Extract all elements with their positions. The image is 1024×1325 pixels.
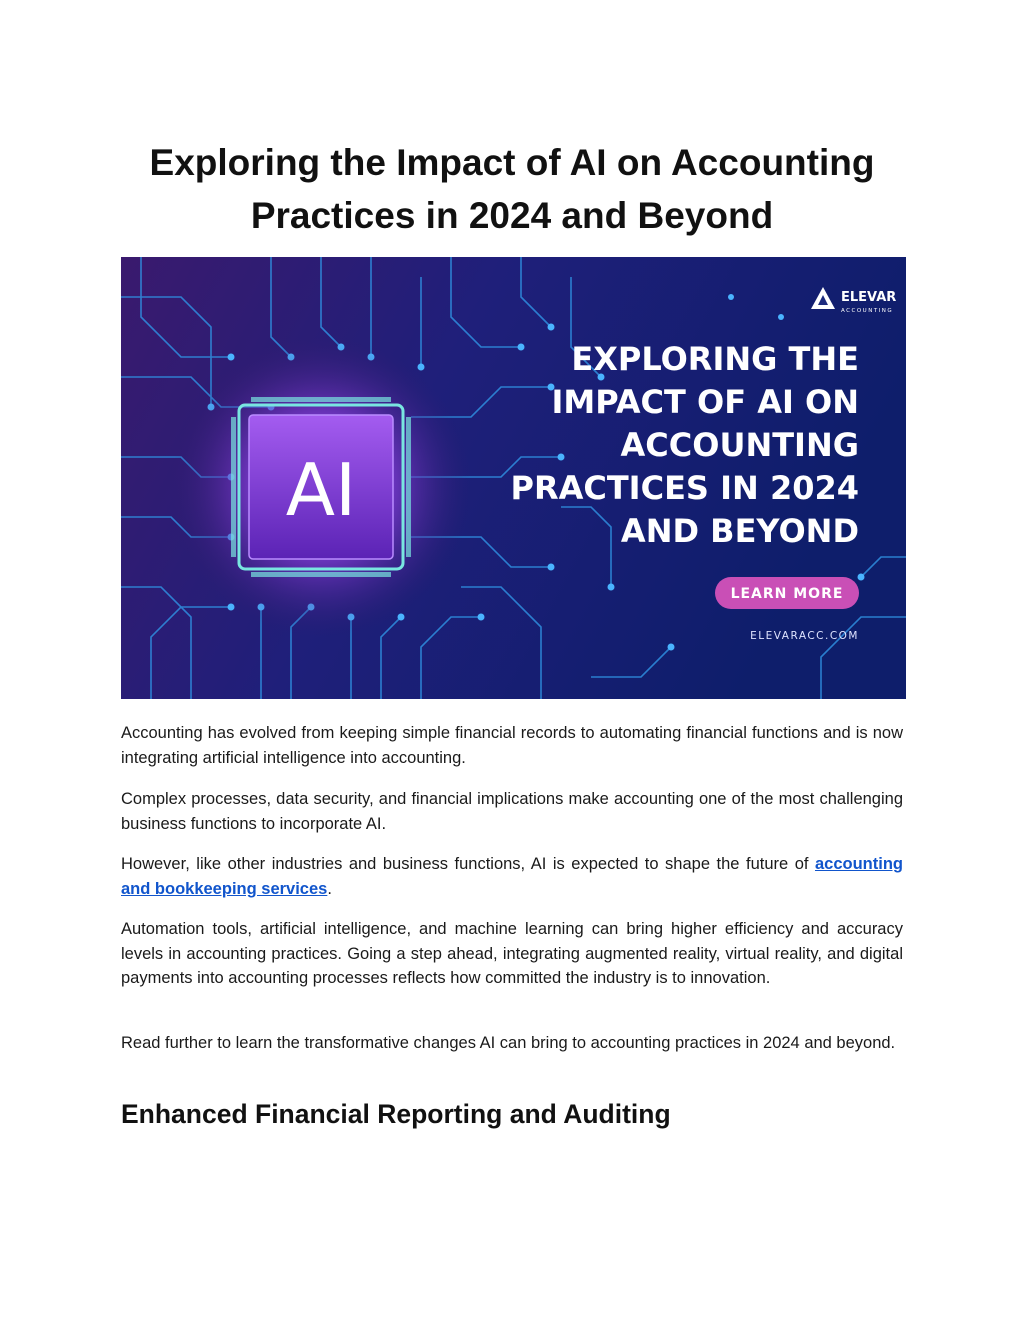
headline-line: PRACTICES IN 2024 [510, 469, 859, 507]
headline-line: AND BEYOND [620, 512, 859, 550]
logo-subtitle: ACCOUNTING [841, 308, 894, 314]
chip-label: AI [285, 448, 357, 532]
headline-line: IMPACT OF AI ON [551, 383, 859, 421]
section-heading: Enhanced Financial Reporting and Auditing [121, 1099, 671, 1129]
learn-more-button [715, 577, 859, 609]
paragraph-future-end: . [327, 879, 332, 898]
ai-chip-icon [231, 397, 411, 577]
paragraph-automation: Automation tools, artificial intelligence, and machine learning can bring higher efficiency and accuracy levels in accounting practices. Going a step ahead, integrating augmented reality, virtual reality, and digital payments into accounting processes reflects how committed the industry is to innovation. [121, 920, 903, 987]
headline-line: ACCOUNTING [620, 426, 859, 464]
accounting-services-link[interactable]: accounting and bookkeeping services [121, 855, 903, 898]
paragraph-future-text: However, like other industries and business functions, AI is expected to shape the future of [121, 855, 815, 873]
logo-brand: ELEVAR [841, 290, 897, 305]
hero-banner-image [121, 257, 906, 699]
learn-more-label: LEARN MORE [730, 586, 844, 602]
website-url: ELEVARACC.COM [750, 630, 859, 642]
paragraph-intro: Accounting has evolved from keeping simple financial records to automating financial functions and is now integrating artificial intelligence into accounting. [121, 724, 903, 767]
paragraph-read-further: Read further to learn the transformative changes AI can bring to accounting practices in 2024 and beyond. [121, 1034, 896, 1052]
paragraph-future [121, 852, 903, 901]
paragraph-challenges: Complex processes, data security, and financial implications make accounting one of the most challenging business functions to incorporate AI. [121, 790, 903, 833]
headline-line: EXPLORING THE [571, 340, 859, 378]
article-title: Exploring the Impact of AI on Accounting Practices in 2024 and Beyond [149, 142, 875, 236]
